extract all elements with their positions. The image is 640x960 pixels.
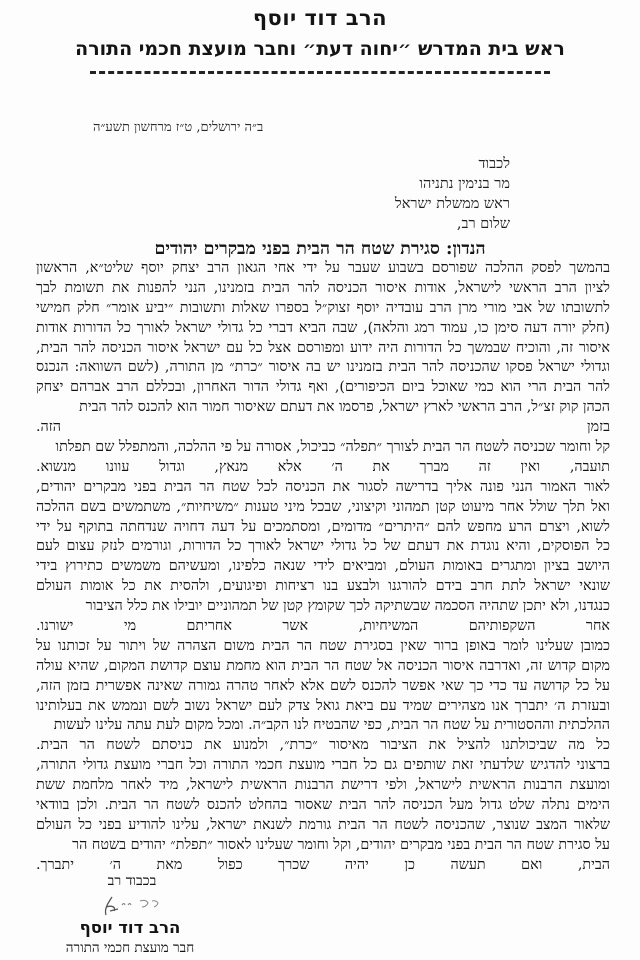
recipient-block xyxy=(395,154,510,234)
letterhead-name: הרב דוד יוסף xyxy=(252,6,388,30)
body-line: איסור זה, והוכיח שבמשך כל הדורות היה ידוע ומפורסם אצל כל עם ישראל איסור הכניסה להר הבית, xyxy=(36,339,610,356)
body-line: היושב בציון ומתגרים באומות העולם, ומביאים לידי שנאה כלפינו, ומעשיהם משמשים כתירוץ בידי xyxy=(36,558,610,575)
subject-heading: הנדון: סגירת שטח הר הבית בפני מבקרים יהודים xyxy=(154,239,486,259)
signatory-name: הרב דוד יוסף xyxy=(79,918,181,937)
body-line: לציון הרב הראשי לישראל, אודות איסור הכניסה להר הבית בזמנינו, הנני להפנות את תשומת לבך xyxy=(36,279,610,296)
letterhead-divider xyxy=(90,71,550,74)
body-line: הכהן קוק זצ״ל, הרב הראשי לארץ ישראל, פרסמו את דעתם שאיסור חמור הוא להכנס להר הבית xyxy=(79,399,610,416)
body-line: כמובן שעלינו לומר באופן ברור שאין בסגירת שטח הר הבית משום הצהרה של ויתור על זכותנו על xyxy=(36,637,610,654)
body-line: שונאי ישראל לתת חרב בידם להורגנו ולבצע בנו רציחות ופיגועים, ולהסית את כל אומות העולם xyxy=(36,578,610,595)
letter-body xyxy=(36,259,610,876)
body-line: ובעזרת ה׳ יתברך אנו מצהירים שמיד עם ביאת גואל צדק לעם ישראל נשוב לשם ונממש את בעלותינו xyxy=(36,697,610,714)
recipient-line: לכבוד xyxy=(478,156,510,172)
body-line: על כל קדושה עד כדי כך שאי אפשר להכנס לשם אלא לאחר טהרה גמורה שאינה אפשרית בזמן הזה, xyxy=(36,677,610,694)
handwritten-signature-icon xyxy=(82,893,182,919)
body-line: (חלק יורה דעה סימן כו, עמוד רמג והלאה), שבה הביא דברי כל גדולי ישראל לאורך כל הדורות אודות xyxy=(36,319,610,336)
body-line: הבית, ואם תעשה כן יהיה שכרך כפול מאת ה׳ יתברך. xyxy=(36,856,610,873)
body-line: כנגדנו, ולא יתכן שתהיה הסכמה שבשתיקה לכך שקומץ קטן של תמהוניים יובילו את כלל הציבור xyxy=(85,598,610,615)
body-line: לשוא, ויצרם הרע מחפש להם ״היתרים״ מדומים, ומסתמכים על דעה דחויה שנדחתה בתוקף על ידי xyxy=(36,518,610,535)
body-line: כל מה שביכולתנו להציל את הציבור מאיסור ״כרת״, ולמנוע את כניסתם לשטח הר הבית. xyxy=(36,737,610,754)
body-line: בזמן הזה. xyxy=(36,419,610,436)
body-line: ברצוני להדגיש שלדעתי זאת שותפים גם כל חברי מועצת חכמי התורה וכל חברי מועצת גדולי התורה, xyxy=(36,757,610,774)
recipient-line: מר בנימין נתניהו xyxy=(419,176,510,192)
body-line: להר הבית הרי הוא כמי שאוכל ביום הכיפורים), ואף גדולי הדור האחרון, ובכללם הרב אברהם יצחק xyxy=(36,379,610,396)
body-line: לאור האמור הנני פונה אליך בדרישה לסגור את הכניסה לכל שטח הר הבית בפני מבקרים יהודים, xyxy=(36,478,610,495)
body-line: אחר השקפותיהם המשיחיות, אשר אחריתם מי ישורנו. xyxy=(36,618,610,635)
signatory-role: חבר מועצת חכמי התורה xyxy=(65,940,195,956)
letterhead-title: ראש בית המדרש ״יחוה דעת״ וחבר מועצת חכמי התורה xyxy=(75,38,565,60)
body-line: כל הפוסקים, והיא נוגדת את דעתם של כל גדולי ישראל לאורך כל הדורות, וגורמים לנזק עצום לעם xyxy=(36,538,610,555)
closing-phrase: בכבוד רב xyxy=(107,873,157,889)
body-line: וגדולי ישראל פסקו שהכניסה להר הבית בזמנינו יש בה איסור ״כרת״ מן התורה, (לשם השוואה: הנכנס xyxy=(36,359,610,376)
body-line: מקום קדוש זה, ואדרבה איסור הכניסה אל שטח הר הבית הוא מחמת עוצם קדושת המקום, שהיא עולה xyxy=(36,657,610,674)
body-line: שלאור המצב שנוצר, שהכניסה לשטח הר הבית גורמת לשנאת ישראל, עלינו להודיע בפני כל העולם xyxy=(36,816,610,833)
date-line: ב״ה ירושלים, ט״ז מרחשון תשע״ה xyxy=(93,120,264,135)
body-line: על סגירת שטח הר הבית בפני מבקרים יהודים, וקל וחומר שעלינו לאסור ״תפלת״ יהודים בשטח הר xyxy=(72,836,610,853)
recipient-line: שלום רב, xyxy=(456,216,510,232)
body-line: הימים נתלה שלט גדול מעל הכניסה להר הבית שאסור בהחלט להכנס לשטח הר הבית. ולכן בוודאי xyxy=(36,797,610,814)
body-line: ההלכתית וההסטורית על שטח הר הבית, כפי שהבטיח לנו הקב״ה. ומכל מקום לעת עתה עלינו לעשות xyxy=(53,717,610,734)
body-line: קל וחומר שכניסה לשטח הר הבית לצורך ״תפלה״ כביכול, אסורה על פי ההלכה, והמתפלל שם תפלתו xyxy=(55,439,610,456)
body-line: ומועצת הרבנות הראשית לישראל, ולפי דרישת הרבנות הראשית לישראל, מיד לאחר מלחמת ששת xyxy=(36,777,610,794)
body-line: תועבה, ואין זה מברך את ה׳ אלא מנאץ, וגדול עוונו מנשוא. xyxy=(36,458,610,475)
recipient-line: ראש ממשלת ישראל xyxy=(394,196,510,212)
body-line: ואל תלך שולל אחר מיעוט קטן תמהוני וקיצוני, שבכל מיני טענות ״משיחיות״, משתמשים בשם ההלכה xyxy=(36,498,610,515)
body-line: לתשובתו של אבי מורי מרן הרב עובדיה יוסף זצוק״ל בספרו שאלות ותשובות ״יביע אומר״ חלק חמישי xyxy=(36,299,610,316)
body-line: בהמשך לפסק ההלכה שפורסם בשבוע שעבר על ידי אחי הגאון הרב יצחק יוסף שליט״א, הראשון xyxy=(36,260,610,276)
